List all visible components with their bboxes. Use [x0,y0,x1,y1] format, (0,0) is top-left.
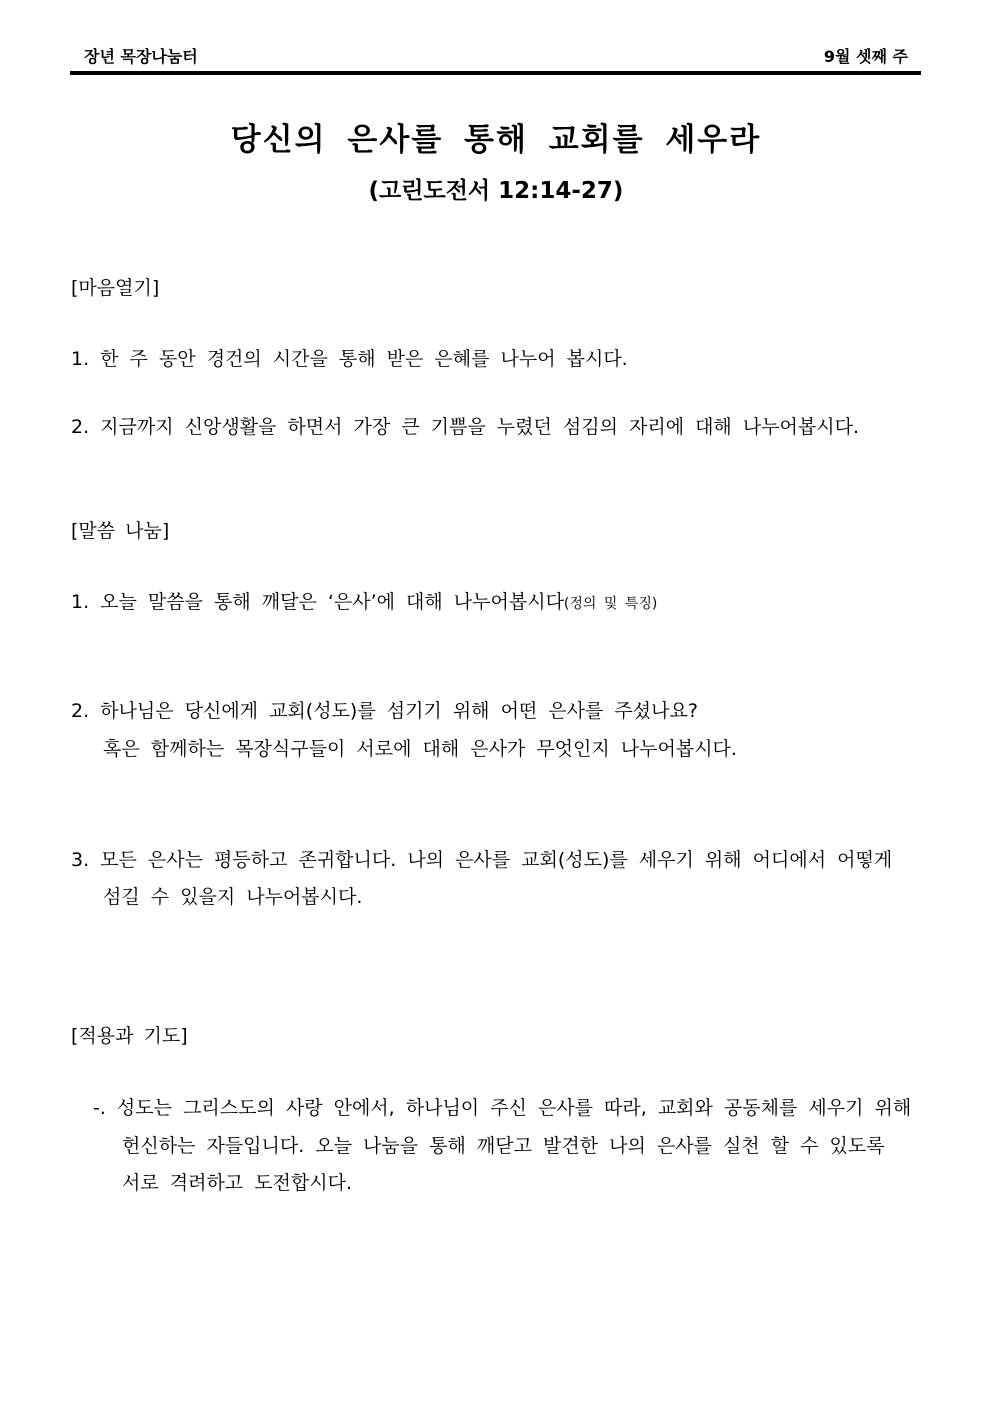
scripture-reference: (고린도전서 12:14-27) [368,178,624,204]
page-title: 당신의 은사를 통해 교회를 세우라 [230,122,762,158]
word-question-2-line-1: 2. 하나님은 당신에게 교회(성도)를 섬기기 위해 어떤 은사를 주셨나요? [71,700,698,722]
application-line-2: 헌신하는 자들입니다. 오늘 나눔을 통해 깨닫고 발견한 나의 은사를 실천 할 수 있도록 [122,1135,885,1157]
opening-question-1: 1. 한 주 동안 경건의 시간을 통해 받은 은혜를 나누어 봅시다. [71,348,628,370]
word-question-3-line-1: 3. 모든 은사는 평등하고 존귀합니다. 나의 은사를 교회(성도)를 세우기 위해 어디에서 어떻게 [71,849,893,871]
word-question-1 [71,587,657,614]
section-heading-application: [적용과 기도] [71,1025,188,1047]
section-heading-opening: [마음열기] [71,277,160,299]
opening-question-2: 2. 지금까지 신앙생활을 하면서 가장 큰 기쁨을 누렸던 섬김의 자리에 대해 나누어봅시다. [71,416,859,438]
header-divider [70,71,921,75]
word-question-2-line-2: 혹은 함께하는 목장식구들이 서로에 대해 은사가 무엇인지 나누어봅시다. [103,738,737,760]
application-line-3: 서로 격려하고 도전합시다. [122,1172,353,1194]
word-question-1-note: (정의 및 특징) [563,596,658,612]
header-group-name: 장년 목장나눔터 [84,47,198,66]
application-line-1: -. 성도는 그리스도의 사랑 안에서, 하나님이 주신 은사를 따라, 교회와 공동체를 세우기 위해 [93,1097,912,1119]
page-header [70,44,920,70]
header-week: 9월 셋째 주 [823,47,908,66]
word-question-1-text: 1. 오늘 말씀을 통해 깨달은 ‘은사’에 대해 나누어봅시다 [71,591,564,613]
section-heading-word: [말씀 나눔] [71,520,170,542]
word-question-3-line-2: 섬길 수 있을지 나누어봅시다. [103,886,363,908]
